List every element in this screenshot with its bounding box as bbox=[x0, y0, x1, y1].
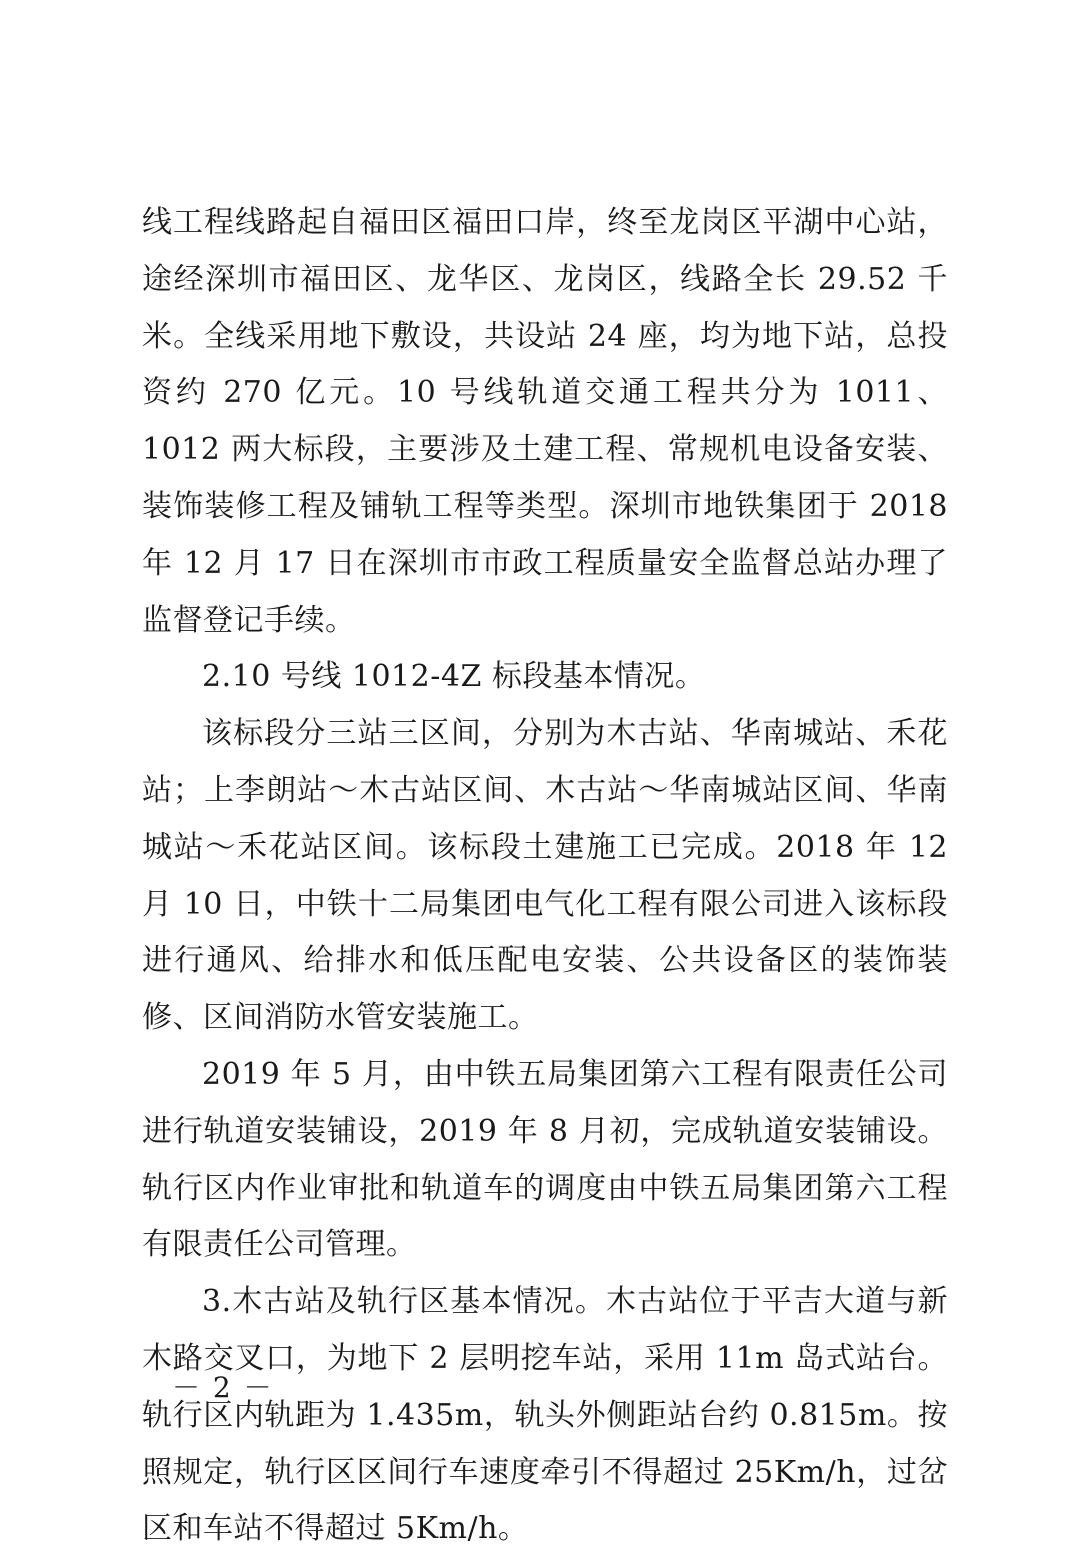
page-number: － 2 － bbox=[172, 1371, 274, 1404]
paragraph-section-2-heading: 2.10 号线 1012-4Z 标段基本情况。 bbox=[202, 659, 706, 695]
paragraph-line10-overview: 线工程线路起自福田区福田口岸，终至龙岗区平湖中心站，途经深圳市福田区、龙华区、龙岗区，线路全长 29.52 千米。全线采用地下敷设，共设站 24 座，均为地下站，总投资约 270 亿元。10 号线轨道交通工程共分为 1011、1012 两大标段，主要涉及土建工程、常规机电设备安装、装饰装修工程及铺轨工程等类型。深圳市地铁集团于 2018 年 12 月 17 日在深圳市市政工程质量安全监督总站办理了监督登记手续。 bbox=[142, 205, 948, 638]
paragraph-section-scope: 该标段分三站三区间，分别为木古站、华南城站、禾花站；上李朗站～木古站区间、木古站～华南城站区间、华南城站～禾花站区间。该标段土建施工已完成。2018 年 12 月 10 日，中铁十二局集团电气化工程有限公司进入该标段进行通风、给排水和低压配电安装、公共设备区的装饰装修、区间消防水管安装施工。 bbox=[142, 716, 948, 1036]
document-body bbox=[142, 195, 948, 1558]
paragraph-track-installation: 2019 年 5 月，由中铁五局集团第六工程有限责任公司进行轨道安装铺设，2019 年 8 月初，完成轨道安装铺设。轨行区内作业审批和轨道车的调度由中铁五局集团第六工程有限责任公司管理。 bbox=[142, 1056, 948, 1263]
paragraph-section-3-mugu-station: 3.木古站及轨行区基本情况。木古站位于平吉大道与新木路交叉口，为地下 2 层明挖车站，采用 11m 岛式站台。轨行区内轨距为 1.435m，轨头外侧距站台约 0.815m。按照规定，轨行区区间行车速度牵引不得超过 25Km/h，过岔区和车站不得超过 5Km/h。 bbox=[142, 1284, 948, 1547]
